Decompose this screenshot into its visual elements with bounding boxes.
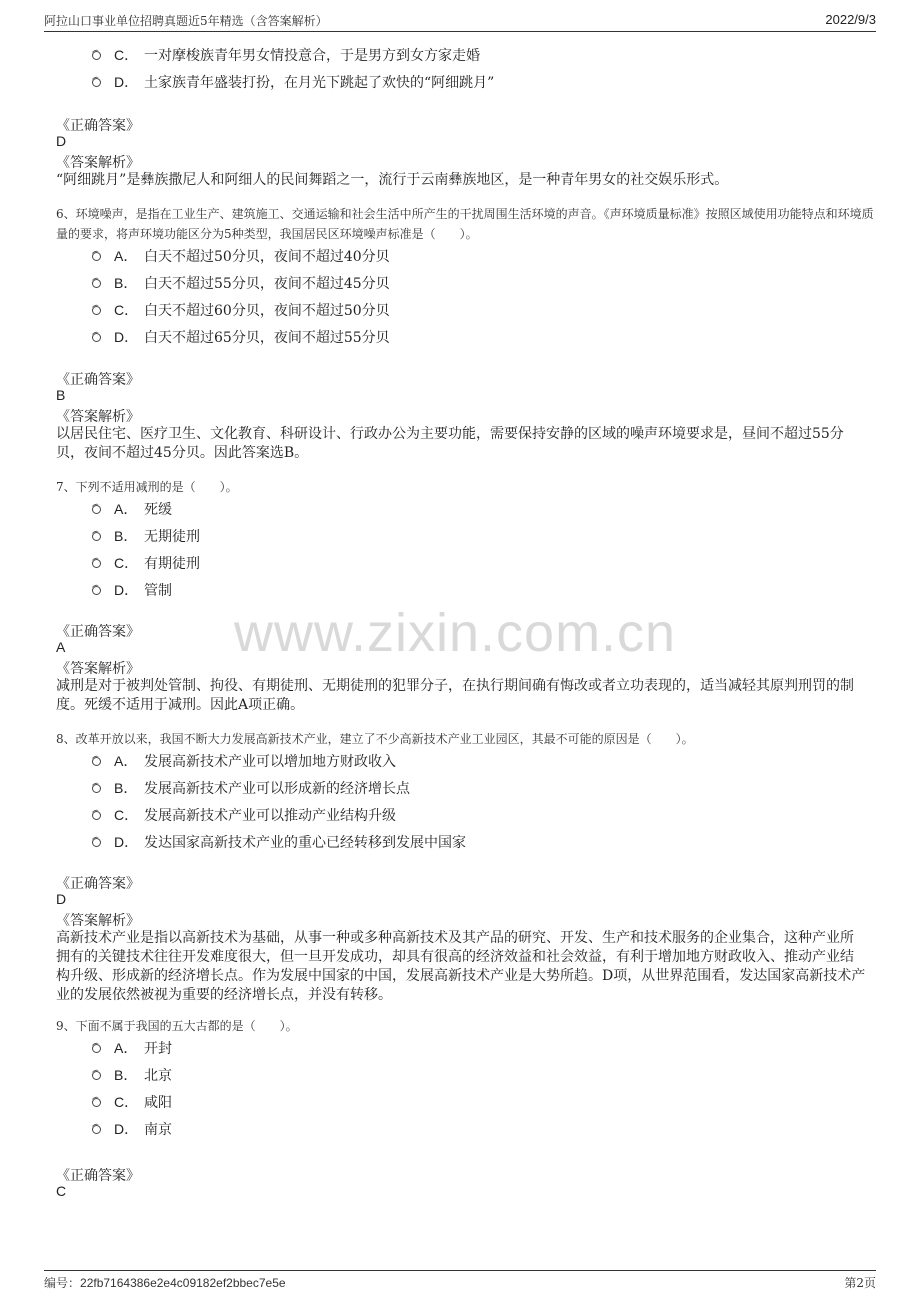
q9-answer-label: 《正确答案》 <box>56 1168 140 1184</box>
radio-icon[interactable] <box>92 586 101 595</box>
radio-icon[interactable] <box>92 1044 101 1053</box>
q7-answer-label: 《正确答案》 <box>56 624 140 640</box>
q8-question: 8、改革开放以来，我国不断大力发展高新技术产业，建立了不少高新技术产业工业园区，其最不可能的原因是（ ）。 <box>56 732 694 746</box>
q5-analysis: “阿细跳月”是彝族撒尼人和阿细人的民间舞蹈之一，流行于云南彝族地区，是一种青年男女的社交娱乐形式。 <box>56 172 729 188</box>
q6-analysis-label: 《答案解析》 <box>56 409 140 425</box>
radio-icon[interactable] <box>92 505 101 514</box>
code-value: 22fb7164386e2e4c09182ef2bbec7e5e <box>80 1276 286 1290</box>
q8-answer: D <box>56 891 67 907</box>
q6-question: 6、环境噪声，是指在工业生产、建筑施工、交通运输和社会生活中所产生的干扰周围生活环境的声音。《声环境质量标准》按照区域使用功能特点和环境质量的要求，将声环境功能区分为5种类型，我国居民区环境噪声标准是（ ）。 <box>56 207 874 241</box>
radio-icon[interactable] <box>92 279 101 288</box>
radio-icon[interactable] <box>92 757 101 766</box>
radio-icon[interactable] <box>92 333 101 342</box>
radio-icon[interactable] <box>92 811 101 820</box>
q7-question: 7、下列不适用减刑的是（ ）。 <box>56 480 238 494</box>
q7-analysis-label: 《答案解析》 <box>56 661 140 677</box>
radio-icon[interactable] <box>92 51 101 60</box>
header-divider <box>44 31 876 32</box>
radio-icon[interactable] <box>92 252 101 261</box>
q9-question: 9、下面不属于我国的五大古都的是（ ）。 <box>56 1019 298 1033</box>
page-header <box>0 0 920 40</box>
q6-answer-label: 《正确答案》 <box>56 372 140 388</box>
q7-analysis: 减刑是对于被判处管制、拘役、有期徒刑、无期徒刑的犯罪分子，在执行期间确有悔改或者立功表现的，适当减轻其原判刑罚的制度。死缓不适用于减刑。因此A项正确。 <box>56 678 854 713</box>
q8-answer-label: 《正确答案》 <box>56 876 140 892</box>
radio-icon[interactable] <box>92 784 101 793</box>
document-code <box>44 1274 286 1291</box>
q8-analysis: 高新技术产业是指以高新技术为基础，从事一种或多种高新技术及其产品的研究、开发、生产和技术服务的企业集合，这种产业所拥有的关键技术往往开发难度很大，但一旦开发成功，却具有很高的经济效益和社会效益，有利于增加地方财政收入、推动产业结构升级、形成新的经济增长点。作为发展中国家的中国，发展高新技术产业是大势所趋。D项，从世界范围看，发达国家高新技术产业的发展依然被视为重要的经济增长点，并没有转移。 <box>56 930 866 1003</box>
footer-divider <box>44 1270 876 1271</box>
radio-icon[interactable] <box>92 532 101 541</box>
document-title: 阿拉山口事业单位招聘真题近5年精选（含答案解析） <box>44 14 328 28</box>
q5-answer-label: 《正确答案》 <box>56 118 140 134</box>
radio-icon[interactable] <box>92 838 101 847</box>
page-number: 第2页 <box>844 1276 876 1290</box>
q5-analysis-label: 《答案解析》 <box>56 155 140 171</box>
q6-analysis: 以居民住宅、医疗卫生、文化教育、科研设计、行政办公为主要功能，需要保持安静的区域的噪声环境要求是，昼间不超过55分贝，夜间不超过45分贝。因此答案选B。 <box>56 426 844 461</box>
q9-answer: C <box>56 1183 67 1199</box>
watermark: www.zixin.com.cn <box>234 603 677 663</box>
q8-analysis-label: 《答案解析》 <box>56 913 140 929</box>
radio-icon[interactable] <box>92 1098 101 1107</box>
radio-icon[interactable] <box>92 78 101 87</box>
q6-answer: B <box>56 387 66 403</box>
radio-icon[interactable] <box>92 1071 101 1080</box>
radio-icon[interactable] <box>92 306 101 315</box>
radio-icon[interactable] <box>92 559 101 568</box>
q7-answer: A <box>56 639 66 655</box>
q5-answer: D <box>56 133 67 149</box>
radio-icon[interactable] <box>92 1125 101 1134</box>
document-date: 2022/9/3 <box>825 12 876 27</box>
code-label: 编号： <box>44 1276 81 1290</box>
